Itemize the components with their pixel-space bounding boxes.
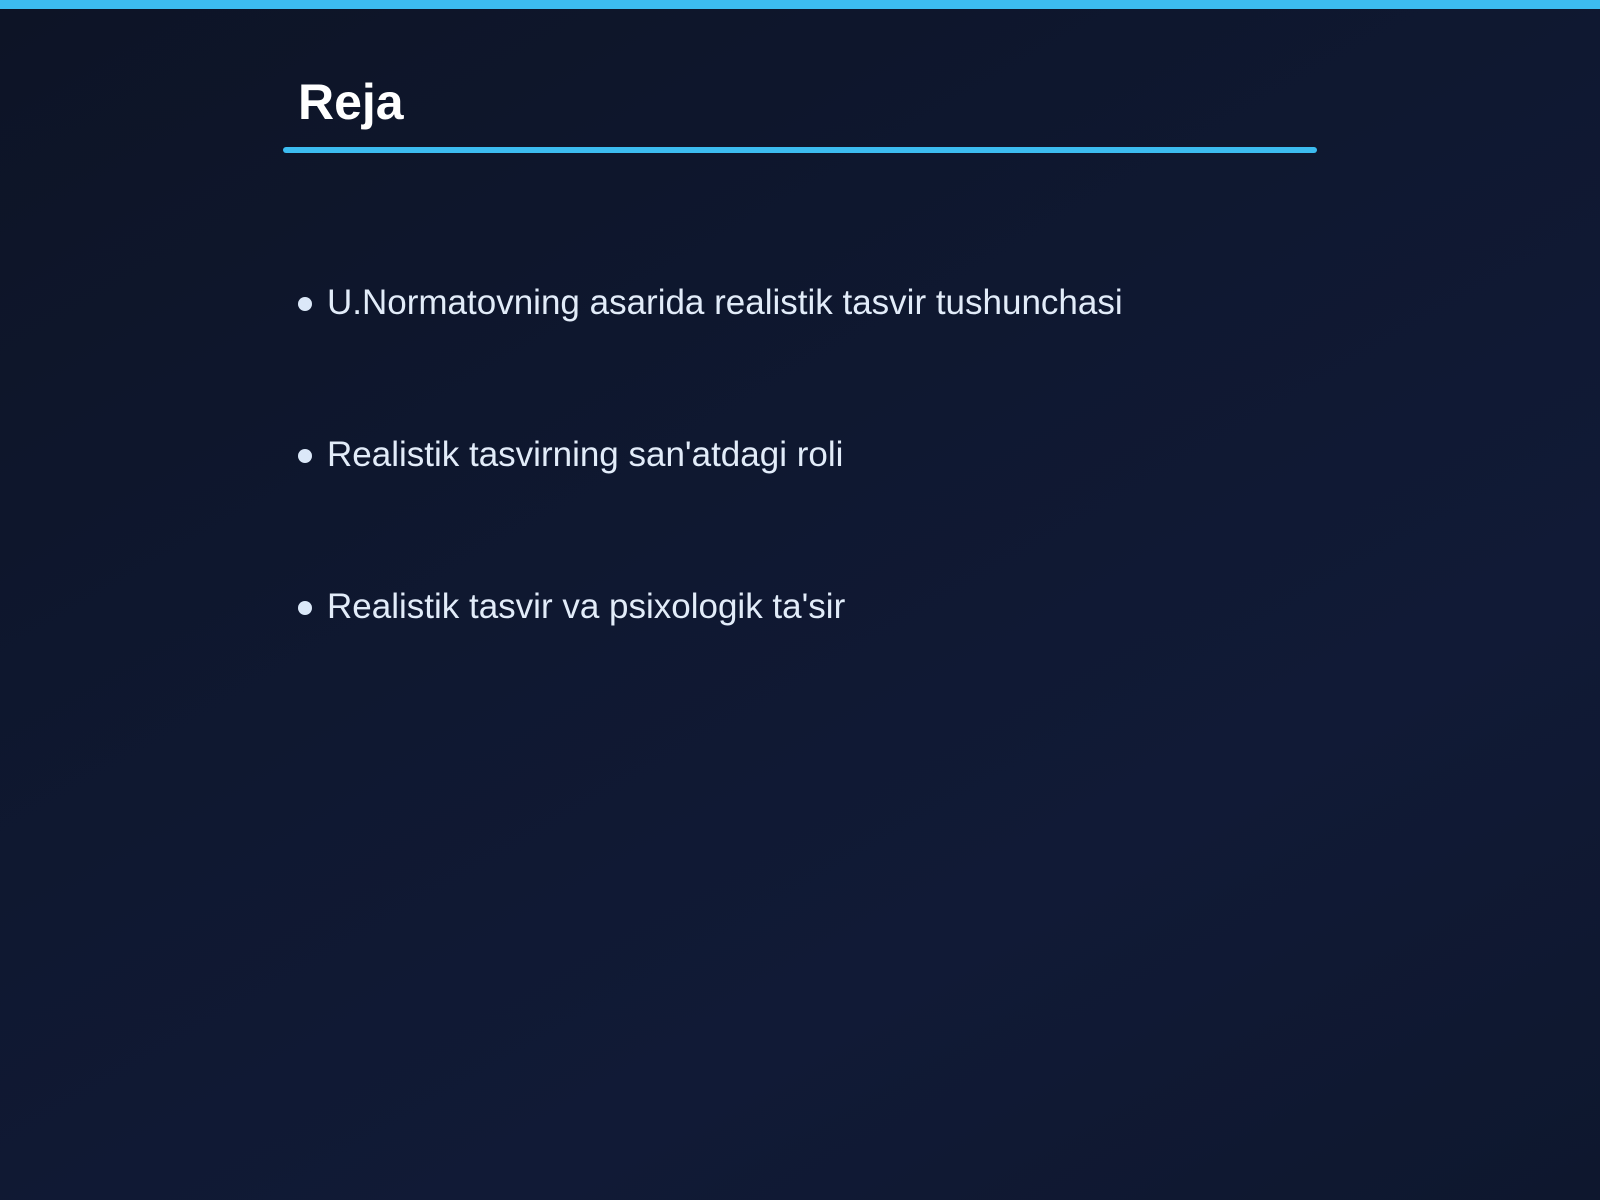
bullet-dot-icon: [298, 449, 312, 463]
bullet-dot-icon: [298, 297, 312, 311]
bullet-item: [298, 582, 1123, 734]
slide-title: Reja: [298, 74, 404, 130]
bullet-text: Realistik tasvir va psixologik ta'sir: [327, 587, 846, 626]
bullet-item: [298, 430, 1123, 582]
title-underline: [283, 147, 1317, 153]
bullet-dot-icon: [298, 601, 312, 615]
bullet-text: U.Normatovning asarida realistik tasvir tushunchasi: [327, 283, 1123, 322]
bullet-text: Realistik tasvirning san'atdagi roli: [327, 435, 844, 474]
bullet-list: [298, 278, 1123, 734]
bullet-item: [298, 278, 1123, 430]
